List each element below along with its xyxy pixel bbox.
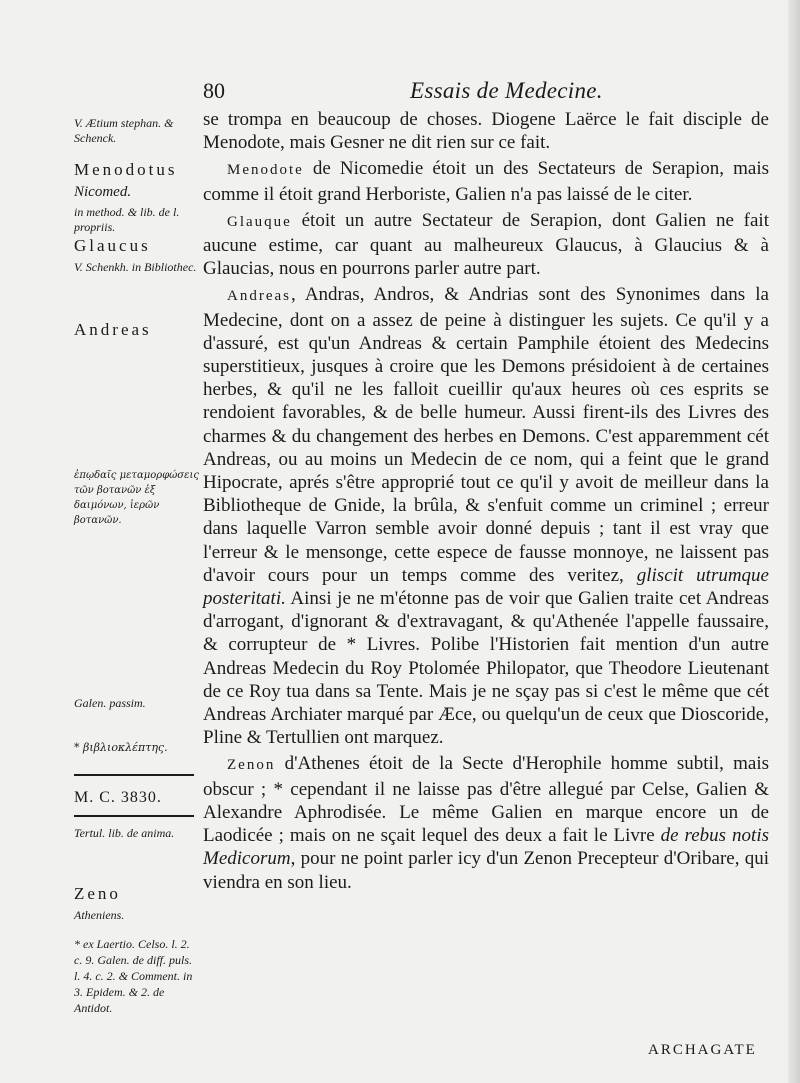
margin-note-biblio: * βιβλιοκλέπτης.	[74, 741, 168, 754]
paragraph-andreas-text-b: Ainsi je ne m'étonne pas de voir que Galien traite cet Andreas d'arrogant, d'ignorant & d'extravagant, & qu'Athenée l'appelle faussaire, & corrupteur de * Livres. Polibe l'Historien fait mention d'un autre Andreas Medecin du Roy Ptolomée Philopator, que Theodore Lieutenant de ce Roy tua dans sa Tente. Mais je ne sçay pas si c'est le même que cét Andreas Archiater marqué par Æce, ou quelqu'un de ceux que Dioscoride, Pline & Tertullien ont marquez.	[203, 588, 769, 749]
margin-label-andreas: Andreas	[74, 320, 152, 339]
margin-note-tertul: Tertul. lib. de anima.	[74, 826, 175, 840]
margin-rule-top	[74, 774, 194, 776]
running-title: Essais de Medecine.	[410, 78, 603, 103]
page-number: 80	[203, 78, 225, 103]
margin-rule-bottom	[74, 815, 194, 817]
margin-note-galen: Galen. passim.	[74, 696, 146, 710]
margin-note-menodotus-place: Nicomed.	[74, 184, 132, 200]
main-text	[203, 108, 769, 897]
margin-note-laertio: * ex Laertio. Celso. l. 2. c. 9. Galen. de diff. puls. l. 4. c. 2. & Comment. in 3. Epidem. & 2. de Antidot.	[74, 937, 193, 1015]
paragraph-zenon	[203, 752, 769, 893]
paragraph-zenon-text-a: d'Athenes étoit de la Secte d'Herophile homme subtil, mais obscur ; * cependant il ne laisse pas d'être allegué par Celse, Galien & Alexandre Aphrodisée. Le même Galien en marque encore un de Laodicée ; mais on ne sçait lequel des deux a fait le Livre	[203, 753, 769, 847]
paragraph-glauque-text: étoit un autre Sectateur de Serapion, dont Galien ne fait aucune estime, car quant au malheureux Glaucus, à Glaucius & à Glaucias, nous en pourrons parler autre part.	[203, 209, 769, 280]
catchword: ARCHAGATE	[648, 1042, 757, 1058]
margin-note-aetium: V. Ætium stephan. & Schenck.	[74, 116, 174, 145]
page-edge	[788, 0, 800, 1083]
margin-label-glaucus: Glaucus	[74, 236, 151, 255]
paragraph-menodote	[203, 157, 769, 205]
margin-label-zeno: Zeno	[74, 884, 121, 903]
book-title: de rebus notis Medicorum	[203, 825, 769, 870]
paragraph-menodote-text: de Nicomedie étoit un des Sectateurs de Serapion, mais comme il étoit grand Herboriste, Galien n'a pas laissé de le citer.	[203, 158, 769, 205]
paragraph-zenon-text-b: , pour ne point parler icy d'un Zenon Precepteur d'Oribare, qui viendra en son lieu.	[203, 848, 769, 893]
margin-label-menodotus: Menodotus	[74, 160, 178, 179]
paragraph-andreas	[203, 283, 769, 749]
page-header	[0, 78, 800, 106]
heading-andreas: Andreas	[227, 288, 291, 305]
latin-quote: gliscit utrumque posteritati.	[203, 564, 769, 610]
margin-mc-year: M. C. 3830.	[74, 789, 162, 806]
heading-glauque: Glauque	[227, 213, 292, 230]
margin-note-glaucus-ref: V. Schenkh. in Bibliothec.	[74, 260, 197, 274]
paragraph-andreas-text-a: , Andras, Andros, & Andrias sont des Synonimes dans la Medecine, dont on a assez de peine à distinguer les sujets. Ce qu'il y a d'assuré, est qu'un Andreas & certain Pamphile étoient des Medecins superstitieux, jusques à croire que les Demons présidoient à de certaines herbes, & qu'il ne les falloit cueillir qu'aux heures où ces esprits se rendoient favorables, & de belle humeur. Aussi firent-ils des Livres des charmes & du changement des herbes en Demons. C'est apparemment cét Andreas, ou au moins un Medecin de ce nom, qui a feint que le grand Hipocrate, aprés s'être approprié tout ce qu'il y avoit de meilleur dans la Bibliotheque de Gnide, la brûla, & s'enfuit comme un criminel ; erreur dans laquelle Varron semble avoir donné depuis ; tant il est vray que l'erreur & le mensonge, cette espece de fausse monnoye, ne laissent pas d'avoir cours pour un temps comme des veritez,	[203, 284, 769, 586]
margin-note-greek: ἐπῳδαῖς μεταμορφώσεις τῶν βοτανῶν ἐξ δαιμόνων, ἱερῶν βοτανῶν.	[74, 470, 199, 526]
heading-menodote: Menodote	[227, 162, 304, 179]
paragraph-glauque	[203, 209, 769, 281]
paragraph-1: se trompa en beaucoup de choses. Diogene Laërce le fait disciple de Menodote, mais Gesner ne dit rien sur ce fait.	[203, 109, 769, 154]
heading-zenon: Zenon	[227, 757, 276, 774]
margin-note-menodotus-ref: in method. & lib. de l. propriis.	[74, 205, 180, 234]
margin-note-zeno-sub: Atheniens.	[74, 908, 125, 922]
